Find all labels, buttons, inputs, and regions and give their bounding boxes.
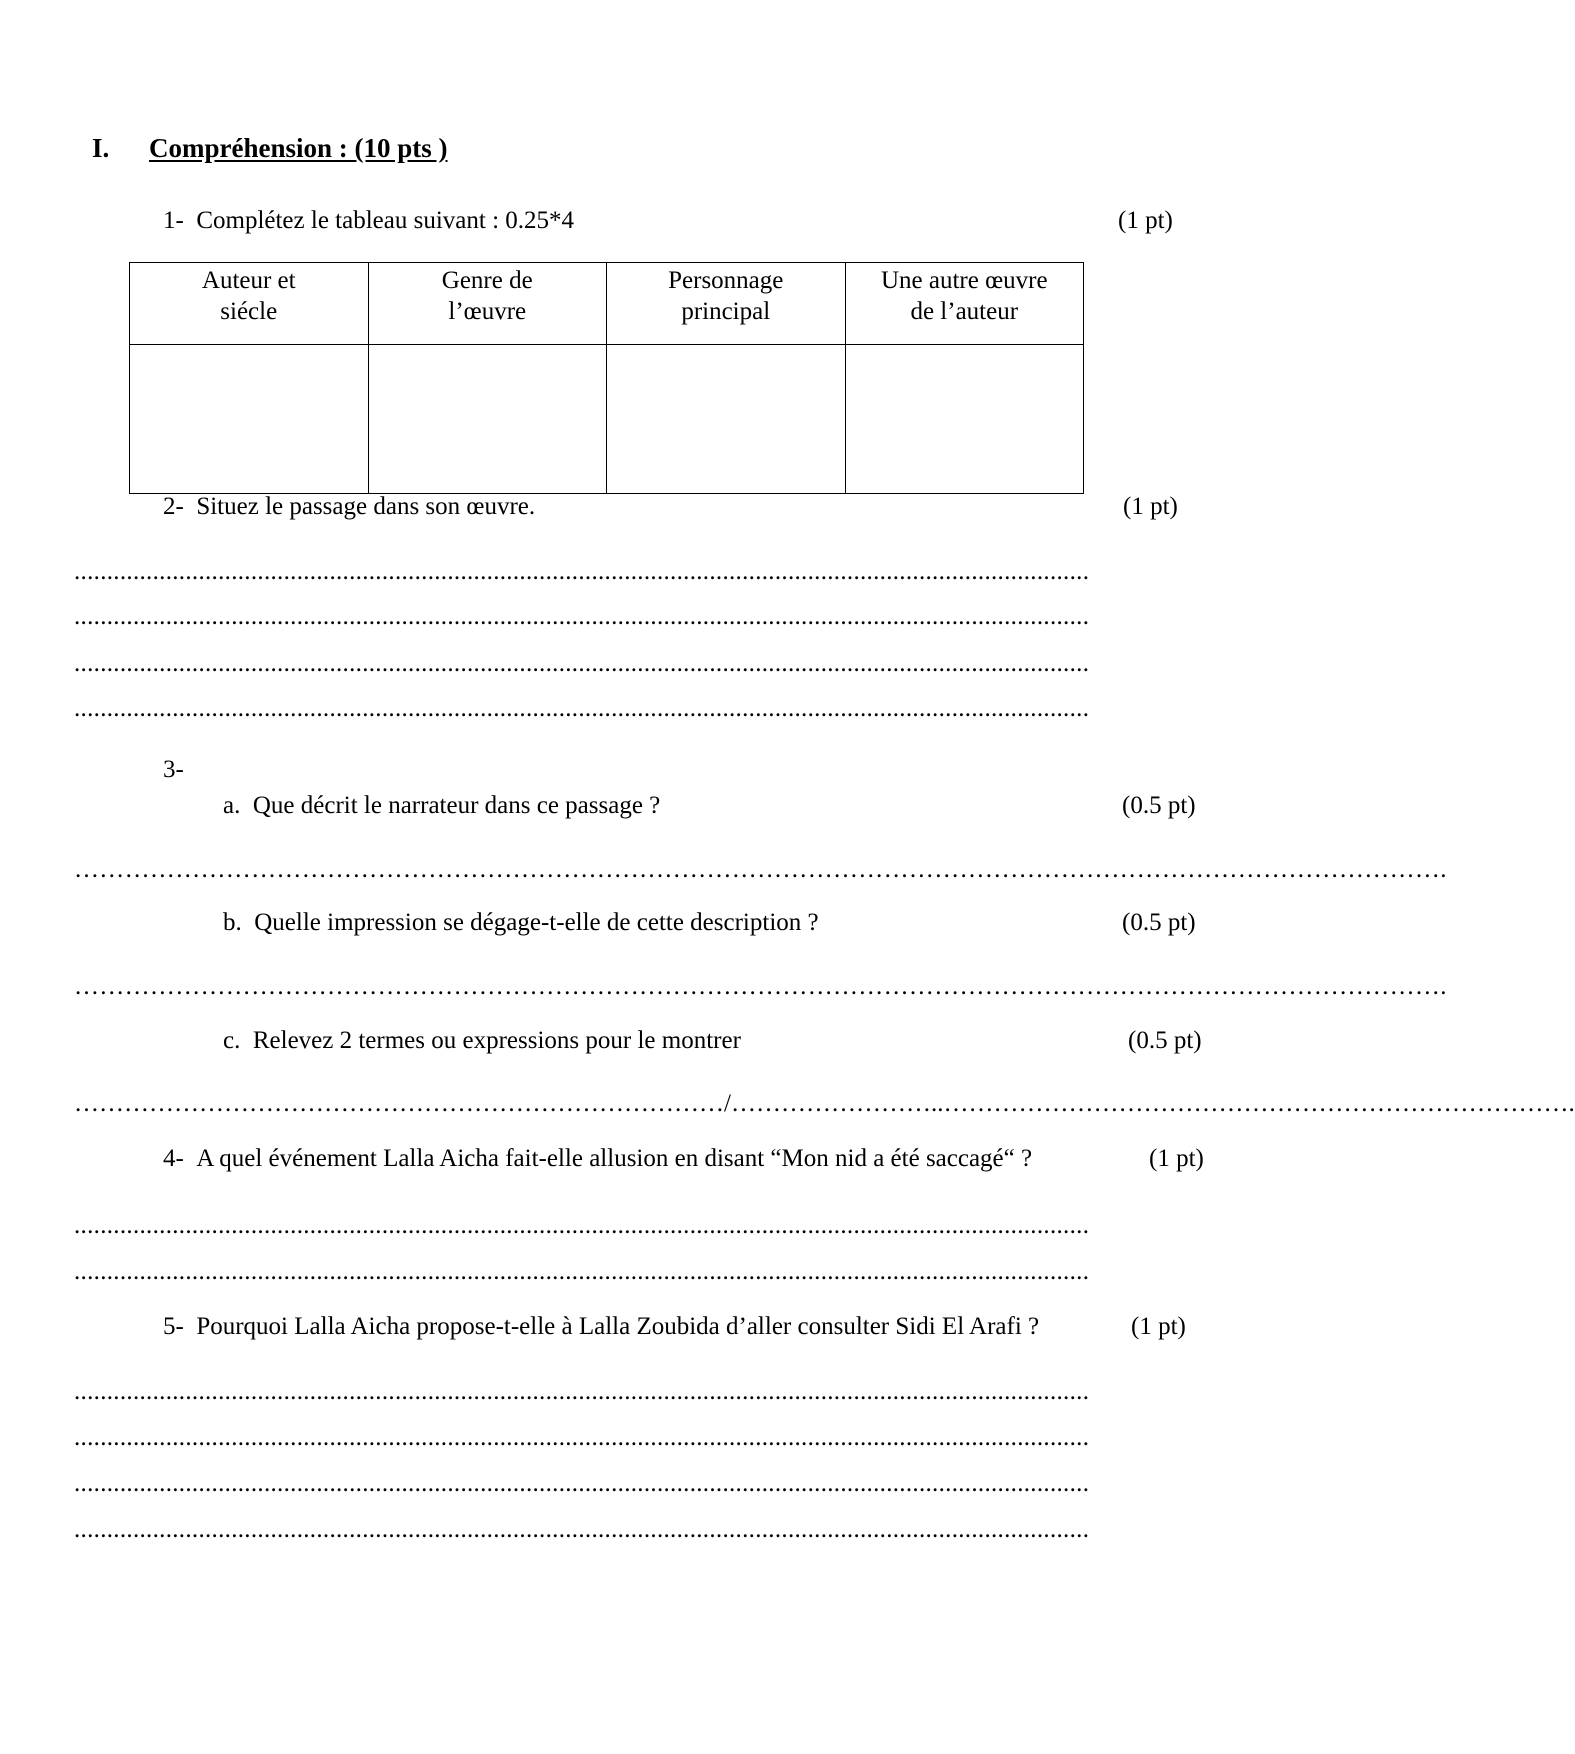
- question-2-label: 2- Situez le passage dans son œuvre.: [163, 493, 536, 520]
- answer-line[interactable]: ...........................................................................................................................................................: [74, 1378, 1090, 1405]
- answer-table: [129, 262, 1084, 494]
- table-cell-genre[interactable]: [368, 345, 607, 494]
- answer-line-left[interactable]: ……………………………………………………………………/: [74, 1090, 731, 1117]
- question-2-points: (1 pt): [1123, 493, 1178, 520]
- table-cell-other-work[interactable]: [845, 345, 1084, 494]
- answer-line[interactable]: ...........................................................................................................................................................: [74, 1212, 1090, 1239]
- question-1-points: (1 pt): [1118, 207, 1173, 234]
- answer-line[interactable]: ...........................................................................................................................................................: [74, 650, 1090, 677]
- answer-line[interactable]: ...........................................................................................................................................................: [74, 1516, 1090, 1543]
- question-5-label: 5- Pourquoi Lalla Aicha propose-t-elle à Lalla Zoubida d’aller consulter Sidi El Arafi ?: [163, 1313, 1040, 1340]
- answer-line[interactable]: ...........................................................................................................................................................: [74, 558, 1090, 585]
- table-cell-character[interactable]: [607, 345, 846, 494]
- question-1-label: 1- Complétez le tableau suivant : 0.25*4: [163, 207, 575, 234]
- question-4-points: (1 pt): [1149, 1145, 1204, 1172]
- answer-line[interactable]: ...........................................................................................................................................................: [74, 1424, 1090, 1451]
- answer-line[interactable]: ...........................................................................................................................................................: [74, 1470, 1090, 1497]
- question-5-points: (1 pt): [1131, 1313, 1186, 1340]
- question-3-label: 3-: [163, 756, 184, 783]
- question-3c-label: c. Relevez 2 termes ou expressions pour le montrer: [223, 1027, 741, 1054]
- table-header-author: Auteur et siécle: [130, 263, 369, 345]
- question-3c-points: (0.5 pt): [1128, 1027, 1202, 1054]
- section-title: Compréhension : (10 pts ): [149, 133, 448, 163]
- question-4-label: 4- A quel événement Lalla Aicha fait-elle allusion en disant “Mon nid a été saccagé“ ?: [163, 1145, 1033, 1172]
- table-header-genre: Genre de l’œuvre: [368, 263, 607, 345]
- table-header-other-work: Une autre œuvre de l’auteur: [845, 263, 1084, 345]
- answer-line[interactable]: ...........................................................................................................................................................: [74, 603, 1090, 630]
- answer-line-right[interactable]: ……………………..………………………………………………………………….: [730, 1090, 1575, 1117]
- answer-line[interactable]: ...........................................................................................................................................................: [74, 695, 1090, 722]
- section-number: I.: [92, 133, 110, 163]
- table-cell-author[interactable]: [130, 345, 369, 494]
- answer-line[interactable]: ……………………………………………………………………………………………………………………………………………….: [74, 856, 1447, 883]
- table-header-character: Personnage principal: [607, 263, 846, 345]
- answer-line-split[interactable]: [74, 1090, 1575, 1118]
- question-3b-label: b. Quelle impression se dégage-t-elle de cette description ?: [223, 909, 819, 936]
- question-3b-points: (0.5 pt): [1122, 909, 1196, 936]
- question-3a-points: (0.5 pt): [1122, 792, 1196, 819]
- answer-line[interactable]: ……………………………………………………………………………………………………………………………………………….: [74, 973, 1447, 1000]
- question-3a-label: a. Que décrit le narrateur dans ce passage ?: [223, 792, 661, 819]
- answer-line[interactable]: ...........................................................................................................................................................: [74, 1258, 1090, 1285]
